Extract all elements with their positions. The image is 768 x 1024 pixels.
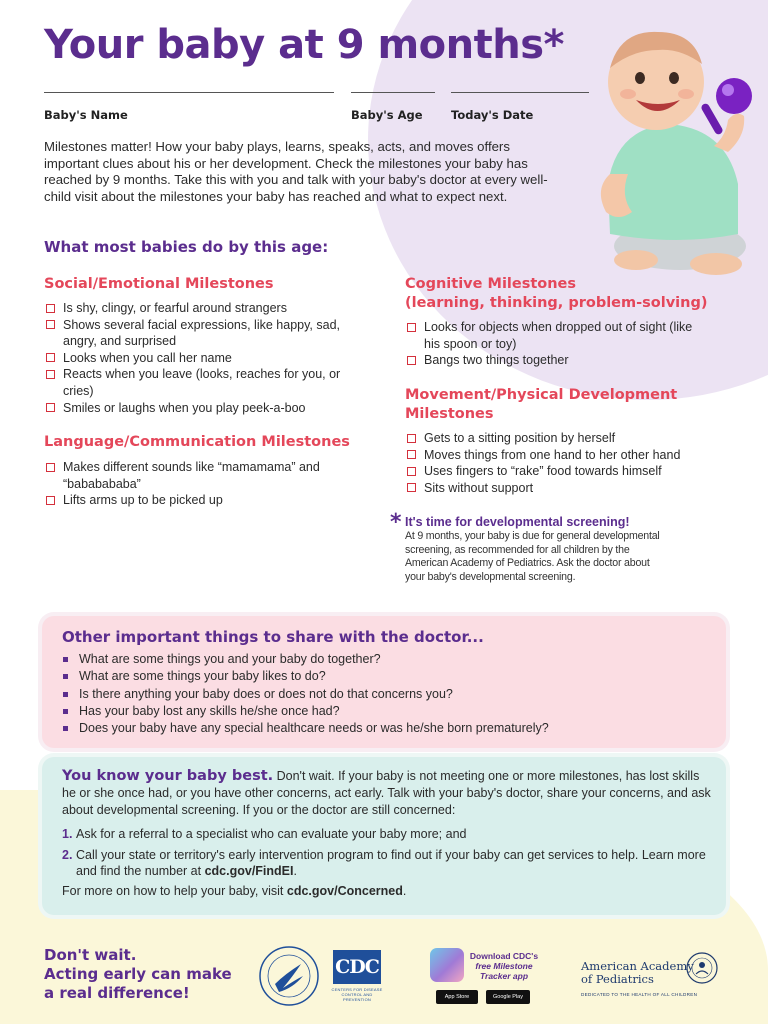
checkbox-icon[interactable] (46, 496, 55, 505)
know-your-baby-body: Don't wait. If your baby is not meeting one or more milestones, has lost skills he or she once had, or you have other concerns, act early. Talk with your baby's doctor, share your concerns, and ask about developmental screening. If you or the doctor are still concerned: (62, 769, 711, 817)
movement-heading-line2: Milestones (405, 406, 494, 422)
checklist-item[interactable]: Gets to a sitting position by herself (405, 430, 705, 447)
google-play-badge[interactable]: Google Play (486, 990, 530, 1004)
app-store-badge[interactable]: App Store (436, 990, 478, 1004)
movement-list (405, 430, 705, 496)
checklist-item[interactable]: Moves things from one hand to her other hand (405, 447, 705, 464)
app-download-text: Download CDC's free Milestone Tracker app (469, 951, 539, 981)
checkbox-icon[interactable] (46, 370, 55, 379)
cdc-logo: CDC (333, 950, 381, 984)
social-emotional-list (44, 300, 349, 416)
cognitive-heading (405, 275, 707, 313)
checklist-item[interactable]: Shows several facial expressions, like happy, sad, angry, and surprised (44, 317, 349, 350)
screening-body: At 9 months, your baby is due for general developmental screening, as recommended for all children by the American Academy of Pediatrics. Ask the doctor about your baby's developmental screening. (405, 530, 660, 583)
todays-date-label: Today's Date (451, 108, 534, 122)
know-your-baby-text (62, 768, 712, 818)
checklist-item[interactable]: Is shy, clingy, or fearful around strangers (44, 300, 349, 317)
share-with-doctor-heading: Other important things to share with the doctor... (62, 628, 484, 646)
checklist-item[interactable]: Bangs two things together (405, 352, 695, 369)
dont-wait-tagline: Don't wait. Acting early can make a real difference! (44, 946, 232, 1002)
language-list (44, 459, 349, 509)
cognitive-heading-line2: (learning, thinking, problem-solving) (405, 295, 708, 311)
checklist-item[interactable]: Uses fingers to “rake” food towards himself (405, 463, 705, 480)
list-item: Has your baby lost any skills he/she once had? (62, 703, 549, 720)
aap-logo-text: American Academy of Pediatrics (581, 959, 694, 986)
bullet-icon (63, 657, 68, 662)
checklist-item[interactable]: Reacts when you leave (looks, reaches for you, or cries) (44, 366, 349, 399)
bullet-icon (63, 692, 68, 697)
milestone-tracker-app-icon[interactable] (430, 948, 464, 982)
language-heading: Language/Communication Milestones (44, 434, 350, 450)
bullet-icon (63, 709, 68, 714)
asterisk-icon: * (390, 510, 402, 535)
checklist-item[interactable]: Sits without support (405, 480, 705, 497)
concerned-link[interactable]: cdc.gov/Concerned (286, 884, 403, 898)
checkbox-icon[interactable] (46, 353, 55, 362)
movement-heading (405, 386, 677, 424)
intro-paragraph: Milestones matter! How your baby plays, learns, speaks, acts, and moves offers important clues about his or her development. Check the milestones your baby has reached by 9 months. Take this with you and talk with your baby's doctor at every well-child visit about the milestones your baby has reached and what to expect next. (44, 139, 548, 204)
baby-age-label: Baby's Age (351, 108, 423, 122)
social-emotional-heading: Social/Emotional Milestones (44, 276, 274, 292)
know-your-baby-heading: You know your baby best. (62, 768, 274, 784)
page-title: Your baby at 9 months* (44, 22, 564, 68)
checkbox-icon[interactable] (407, 483, 416, 492)
find-ei-link[interactable]: cdc.gov/FindEI (204, 864, 294, 879)
baby-name-label: Baby's Name (44, 108, 128, 122)
checkbox-icon[interactable] (407, 450, 416, 459)
checkbox-icon[interactable] (407, 323, 416, 332)
cognitive-heading-line1: Cognitive Milestones (405, 276, 577, 292)
checklist-item[interactable]: Looks when you call her name (44, 350, 349, 367)
checkbox-icon[interactable] (46, 403, 55, 412)
aap-seal-icon (686, 952, 718, 984)
checkbox-icon[interactable] (407, 356, 416, 365)
checklist-item[interactable]: Lifts arms up to be picked up (44, 492, 349, 509)
section-heading: What most babies do by this age: (44, 238, 329, 256)
list-item: Does your baby have any special healthcare needs or was he/she born prematurely? (62, 720, 549, 737)
more-help-text: For more on how to help your baby, visit cdc.gov/Concerned. (62, 884, 407, 898)
checkbox-icon[interactable] (407, 434, 416, 443)
concern-steps-list (62, 826, 712, 884)
list-item: What are some things you and your baby do together? (62, 651, 549, 668)
list-item: Is there anything your baby does or does not do that concerns you? (62, 686, 549, 703)
checkbox-icon[interactable] (46, 320, 55, 329)
list-item: 2. Call your state or territory's early intervention program to find out if your baby can get services to help. Learn more and find the number at cdc.gov/FindEI. (62, 847, 706, 879)
cognitive-list (405, 319, 695, 369)
checkbox-icon[interactable] (46, 463, 55, 472)
checklist-item[interactable]: Looks for objects when dropped out of sight (like his spoon or toy) (405, 319, 695, 352)
baby-photo (588, 24, 758, 279)
hhs-seal-icon (257, 944, 321, 1008)
checkbox-icon[interactable] (407, 467, 416, 476)
checkbox-icon[interactable] (46, 304, 55, 313)
aap-tagline: DEDICATED TO THE HEALTH OF ALL CHILDREN (581, 992, 698, 997)
list-item: What are some things your baby likes to do? (62, 668, 549, 685)
movement-heading-line1: Movement/Physical Development (405, 387, 678, 403)
checklist-item[interactable]: Smiles or laughs when you play peek-a-boo (44, 400, 349, 417)
screening-title: It's time for developmental screening! (405, 515, 630, 529)
share-with-doctor-list (62, 651, 549, 737)
bullet-icon (63, 726, 68, 731)
checklist-item[interactable]: Makes different sounds like “mamamama” and “bababababa” (44, 459, 349, 492)
list-item: 1. Ask for a referral to a specialist who can evaluate your baby more; and (62, 827, 467, 841)
bullet-icon (63, 674, 68, 679)
cdc-tagline: CENTERS FOR DISEASE CONTROL AND PREVENTION (331, 987, 383, 1002)
